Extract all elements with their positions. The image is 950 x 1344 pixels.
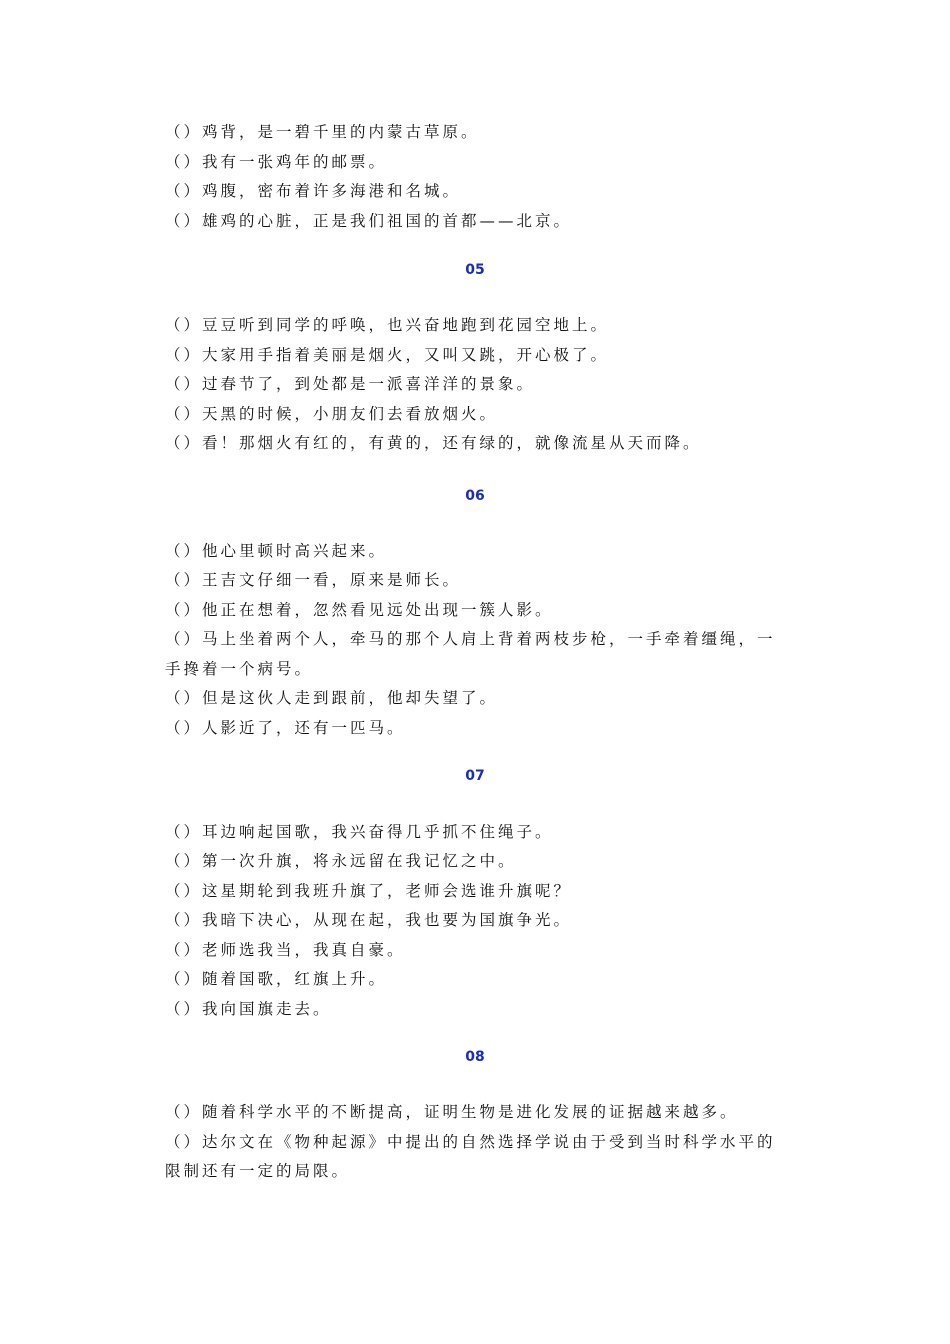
- sentence-line: （）达尔文在《物种起源》中提出的自然选择学说由于受到当时科学水平的: [165, 1133, 776, 1151]
- section-number: 07: [465, 768, 485, 784]
- sentence-line: （）王吉文仔细一看，原来是师长。: [165, 571, 462, 589]
- sentence-line: （）他正在想着，忽然看见远处出现一簇人影。: [165, 601, 554, 619]
- sentence-line: （）豆豆听到同学的呼唤，也兴奋地跑到花园空地上。: [165, 316, 610, 334]
- sentence-line: （）过春节了，到处都是一派喜洋洋的景象。: [165, 375, 536, 393]
- section-number: 08: [465, 1049, 485, 1065]
- sentence-line: （）我向国旗走去。: [165, 1000, 332, 1018]
- sentence-line: （）我有一张鸡年的邮票。: [165, 153, 388, 171]
- sentence-line: （）他心里顿时高兴起来。: [165, 542, 388, 560]
- sentence-line: （）雄鸡的心脏，正是我们祖国的首都——北京。: [165, 212, 573, 230]
- sentence-line: （）天黑的时候，小朋友们去看放烟火。: [165, 405, 499, 423]
- sentence-line: （）随着国歌，红旗上升。: [165, 970, 388, 988]
- sentence-line: （）随着科学水平的不断提高，证明生物是进化发展的证据越来越多。: [165, 1103, 739, 1121]
- sentence-line: （）但是这伙人走到跟前，他却失望了。: [165, 689, 499, 707]
- sentence-line: 限制还有一定的局限。: [165, 1162, 351, 1180]
- sentence-line: （）看！那烟火有红的，有黄的，还有绿的，就像流星从天而降。: [165, 434, 702, 452]
- sentence-line: （）这星期轮到我班升旗了，老师会选谁升旗呢？: [165, 882, 573, 900]
- sentence-line: （）鸡腹，密布着许多海港和名城。: [165, 182, 462, 200]
- sentence-line: （）大家用手指着美丽是烟火，又叫又跳，开心极了。: [165, 346, 610, 364]
- sentence-line: （）马上坐着两个人，牵马的那个人肩上背着两枝步枪，一手牵着缰绳，一: [165, 630, 776, 648]
- sentence-line: （）老师选我当，我真自豪。: [165, 941, 406, 959]
- sentence-line: 手搀着一个病号。: [165, 660, 314, 678]
- sentence-line: （）我暗下决心，从现在起，我也要为国旗争光。: [165, 911, 573, 929]
- sentence-line: （）鸡背，是一碧千里的内蒙古草原。: [165, 123, 480, 141]
- section-number: 06: [465, 488, 485, 504]
- sentence-line: （）人影近了，还有一匹马。: [165, 719, 406, 737]
- section-number: 05: [465, 262, 485, 278]
- sentence-line: （）第一次升旗，将永远留在我记忆之中。: [165, 852, 517, 870]
- sentence-line: （）耳边响起国歌，我兴奋得几乎抓不住绳子。: [165, 823, 554, 841]
